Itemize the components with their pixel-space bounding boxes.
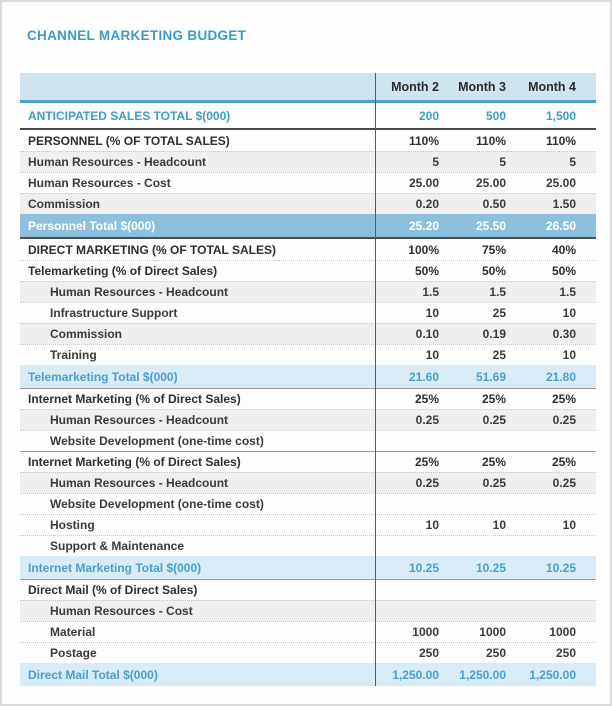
cell-month-2: 110%	[408, 133, 439, 148]
row-label: DIRECT MARKETING (% OF TOTAL SALES)	[28, 242, 276, 257]
column-divider-line	[375, 73, 376, 686]
cell-month-4: 0.30	[552, 327, 576, 341]
cell-month-2: 0.25	[415, 476, 439, 490]
cell-month-2: 0.10	[415, 327, 439, 341]
row-label: Human Resources - Cost	[50, 604, 193, 618]
column-header-month-4: Month 4	[528, 79, 576, 94]
cell-month-2: 25.20	[408, 219, 439, 233]
cell-month-4: 0.25	[552, 476, 576, 490]
cell-month-2: 25%	[414, 455, 439, 469]
cell-month-3: 0.25	[482, 476, 506, 490]
cell-month-2: 1.5	[422, 285, 439, 299]
table-body	[20, 103, 596, 686]
table-row	[20, 388, 596, 409]
cell-month-3: 500	[485, 109, 506, 123]
row-label: Human Resources - Headcount	[28, 155, 207, 169]
row-label: Infrastructure Support	[50, 306, 178, 320]
cell-month-3: 10.25	[475, 561, 506, 575]
cell-month-3: 0.50	[482, 197, 506, 211]
table-row	[20, 409, 596, 430]
cell-month-4: 1,500	[545, 109, 576, 123]
cell-month-4: 5	[569, 155, 576, 169]
row-label: Internet Marketing (% of Direct Sales)	[28, 455, 241, 469]
table-header-row	[20, 73, 596, 103]
row-label: Commission	[28, 197, 101, 211]
row-label: Direct Mail (% of Direct Sales)	[28, 583, 198, 597]
cell-month-4: 10	[562, 306, 576, 320]
cell-month-3: 1,250.00	[459, 668, 506, 682]
cell-month-3: 110%	[475, 133, 506, 148]
cell-month-2: 1,250.00	[392, 668, 439, 682]
column-header-month-2: Month 2	[391, 79, 439, 94]
table-row	[20, 128, 596, 151]
cell-month-4: 1.5	[559, 285, 576, 299]
table-row	[20, 514, 596, 535]
cell-month-4: 1,250.00	[529, 668, 576, 682]
row-label: Human Resources - Headcount	[50, 476, 229, 490]
table-row	[20, 302, 596, 323]
table-row	[20, 237, 596, 260]
table-row	[20, 103, 596, 128]
row-label: Support & Maintenance	[50, 539, 185, 553]
row-label: Human Resources - Headcount	[50, 413, 229, 427]
row-label: Website Development (one-time cost)	[50, 434, 264, 448]
cell-month-4: 25%	[551, 455, 576, 469]
table-row	[20, 323, 596, 344]
table-row	[20, 556, 596, 579]
cell-month-3: 25.00	[475, 176, 506, 190]
row-label: Telemarketing (% of Direct Sales)	[28, 264, 218, 278]
cell-month-3: 0.25	[482, 413, 506, 427]
cell-month-3: 25	[492, 306, 506, 320]
cell-month-3: 5	[499, 155, 506, 169]
table-row	[20, 472, 596, 493]
cell-month-2: 100%	[408, 242, 439, 257]
budget-table	[20, 73, 596, 686]
cell-month-2: 21.60	[408, 370, 439, 384]
cell-month-4: 0.25	[552, 413, 576, 427]
row-label: Hosting	[50, 518, 95, 532]
cell-month-3: 10	[492, 518, 506, 532]
cell-month-4: 40%	[551, 242, 576, 257]
cell-month-3: 25%	[481, 392, 506, 406]
cell-month-3: 1000	[479, 625, 506, 639]
table-row	[20, 365, 596, 388]
table-row	[20, 642, 596, 663]
row-label: Telemarketing Total $(000)	[28, 370, 178, 384]
cell-month-4: 25%	[551, 392, 576, 406]
table-row	[20, 600, 596, 621]
table-row	[20, 260, 596, 281]
cell-month-3: 50%	[481, 264, 506, 278]
row-label: Training	[50, 348, 97, 362]
row-label: Website Development (one-time cost)	[50, 497, 264, 511]
row-label: PERSONNEL (% OF TOTAL SALES)	[28, 133, 230, 148]
table-row	[20, 172, 596, 193]
table-row	[20, 663, 596, 686]
cell-month-4: 250	[555, 646, 576, 660]
cell-month-3: 0.19	[482, 327, 506, 341]
table-row	[20, 493, 596, 514]
column-header-month-3: Month 3	[458, 79, 506, 94]
cell-month-4: 1000	[549, 625, 576, 639]
row-label: Human Resources - Headcount	[50, 285, 229, 299]
cell-month-3: 75%	[481, 242, 506, 257]
row-label: Internet Marketing Total $(000)	[28, 561, 202, 575]
cell-month-4: 26.50	[545, 219, 576, 233]
cell-month-2: 1000	[412, 625, 439, 639]
row-label: Material	[50, 625, 96, 639]
row-label: Commission	[50, 327, 123, 341]
cell-month-3: 25.50	[475, 219, 506, 233]
row-label: Human Resources - Cost	[28, 176, 171, 190]
table-row	[20, 214, 596, 237]
cell-month-4: 25.00	[545, 176, 576, 190]
cell-month-3: 250	[485, 646, 506, 660]
table-row	[20, 193, 596, 214]
row-label: Internet Marketing (% of Direct Sales)	[28, 392, 241, 406]
cell-month-2: 50%	[414, 264, 439, 278]
cell-month-2: 10	[425, 348, 439, 362]
cell-month-4: 21.80	[545, 370, 576, 384]
cell-month-2: 10	[425, 518, 439, 532]
cell-month-2: 5	[432, 155, 439, 169]
table-row	[20, 621, 596, 642]
cell-month-2: 0.20	[415, 197, 439, 211]
cell-month-2: 25.00	[408, 176, 439, 190]
row-label: ANTICIPATED SALES TOTAL $(000)	[28, 109, 231, 123]
row-label: Personnel Total $(000)	[28, 219, 156, 233]
cell-month-3: 25	[492, 348, 506, 362]
cell-month-2: 10.25	[408, 561, 439, 575]
cell-month-2: 200	[418, 109, 439, 123]
cell-month-3: 25%	[481, 455, 506, 469]
cell-month-2: 250	[418, 646, 439, 660]
cell-month-4: 10	[562, 348, 576, 362]
cell-month-4: 50%	[551, 264, 576, 278]
page-title: CHANNEL MARKETING BUDGET	[27, 28, 247, 43]
table-row	[20, 151, 596, 172]
cell-month-4: 110%	[545, 133, 576, 148]
table-row	[20, 451, 596, 472]
table-row	[20, 281, 596, 302]
table-row	[20, 579, 596, 600]
table-row	[20, 535, 596, 556]
row-label: Direct Mail Total $(000)	[28, 668, 158, 682]
row-label: Postage	[50, 646, 97, 660]
cell-month-4: 1.50	[552, 197, 576, 211]
cell-month-2: 0.25	[415, 413, 439, 427]
table-row	[20, 430, 596, 451]
cell-month-4: 10.25	[545, 561, 576, 575]
cell-month-3: 51.69	[475, 370, 506, 384]
cell-month-4: 10	[562, 518, 576, 532]
cell-month-2: 25%	[414, 392, 439, 406]
table-row	[20, 344, 596, 365]
cell-month-2: 10	[425, 306, 439, 320]
cell-month-3: 1.5	[489, 285, 506, 299]
